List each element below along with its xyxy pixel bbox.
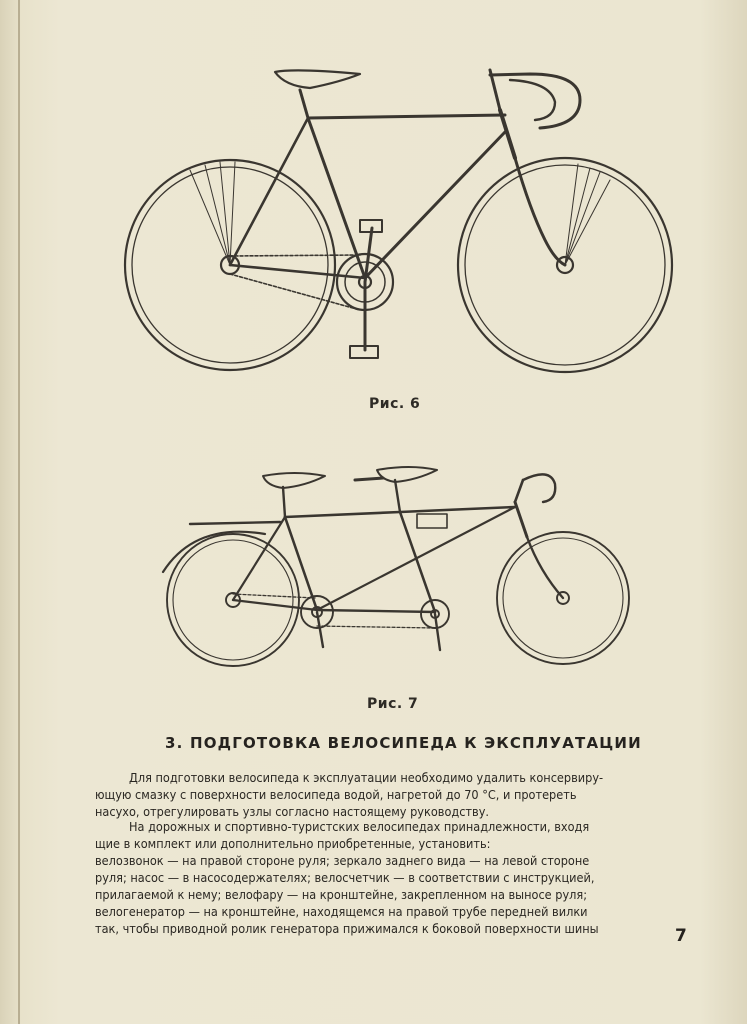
section-heading: 3. ПОДГОТОВКА ВЕЛОСИПЕДА К ЭКСПЛУАТАЦИИ: [165, 734, 642, 752]
paragraph-2-line: щие в комплект или дополнительно приобретенные, установить:: [95, 836, 491, 851]
paragraph-1-line: ющую смазку с поверхности велосипеда водой, нагретой до 70 °С, и протереть: [95, 787, 577, 802]
figure-6-road-bicycle: [110, 60, 690, 390]
paragraph-2-line: руля; насос — в насосодержателях; велосчетчик — в соответствии с инструкцией,: [95, 870, 595, 885]
figure-7-tandem-bicycle: [155, 462, 640, 672]
paragraph-1-line: Для подготовки велосипеда к эксплуатации необходимо удалить консервиру-: [129, 770, 604, 785]
figure-7-caption: Рис. 7: [367, 696, 419, 712]
page-spine: [18, 0, 20, 1024]
page-number: 7: [675, 926, 687, 946]
paragraph-2-line: велогенератор — на кронштейне, находящемся на правой трубе передней вилки: [95, 904, 588, 919]
paragraph-1-line: насухо, отрегулировать узлы согласно настоящему руководству.: [95, 804, 490, 819]
paragraph-2-line: На дорожных и спортивно-туристских велосипедах принадлежности, входя: [129, 819, 590, 834]
paragraph-2-line: прилагаемой к нему; велофару — на кронштейне, закрепленном на выносе руля;: [95, 887, 588, 902]
figure-6-caption: Рис. 6: [369, 396, 421, 412]
paragraph-2: [95, 818, 687, 937]
paragraph-2-line: так, чтобы приводной ролик генератора прижимался к боковой поверхности шины: [95, 921, 599, 936]
paragraph-1: [95, 769, 687, 820]
paragraph-2-line: велозвонок — на правой стороне руля; зеркало заднего вида — на левой стороне: [95, 853, 590, 868]
